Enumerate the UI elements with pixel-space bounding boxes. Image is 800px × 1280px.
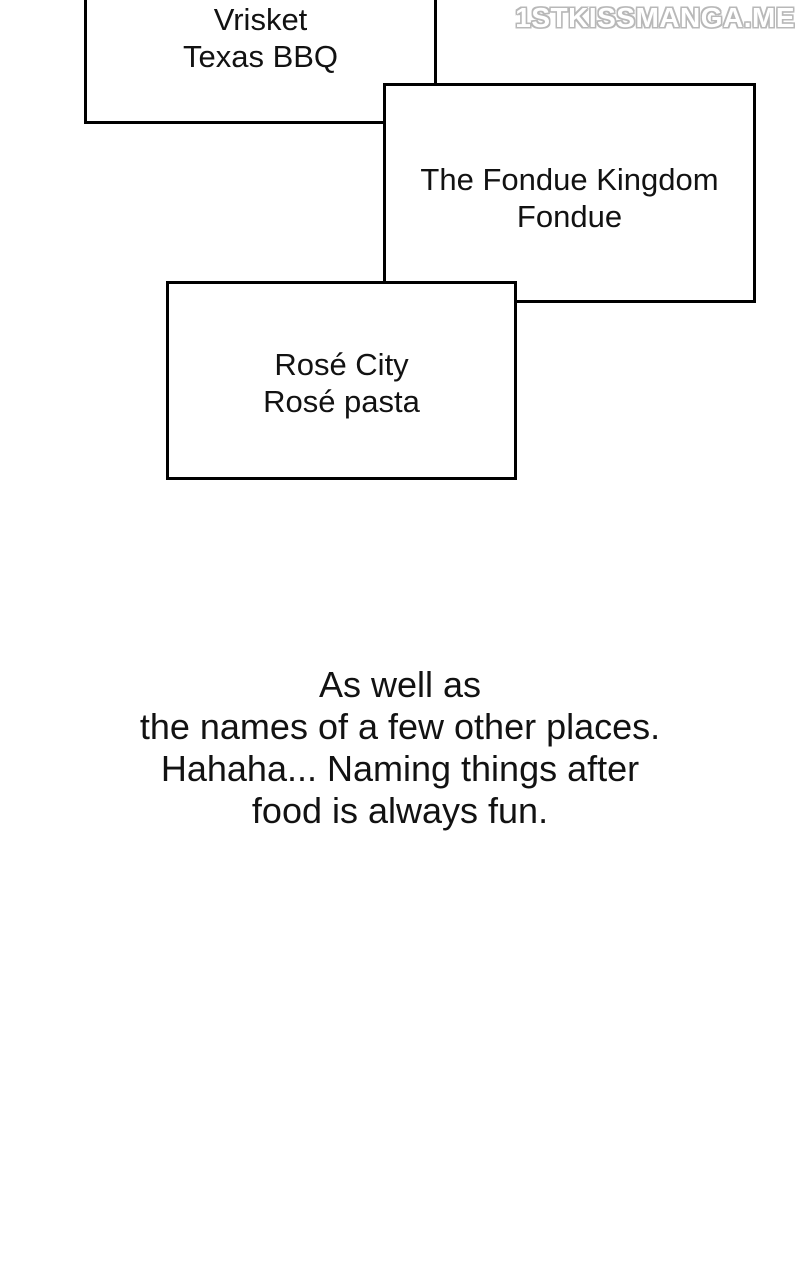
name-box-rose-city [166, 281, 517, 480]
name-box-line-1: Rosé City [274, 347, 409, 382]
name-box-line-2: Fondue [516, 199, 623, 234]
narration-text [0, 664, 800, 832]
name-box-fondue-kingdom [383, 83, 756, 303]
narration-line-4: food is always fun. [251, 790, 549, 831]
name-box-label [169, 346, 514, 420]
name-box-label [386, 161, 753, 235]
name-box-line-2: Texas BBQ [182, 39, 339, 74]
site-watermark: 1STKISSMANGA.ME [515, 2, 795, 33]
name-box-line-2: Rosé pasta [263, 384, 420, 419]
narration-line-3: Hahaha... Naming things after [160, 748, 640, 789]
narration-line-2: the names of a few other places. [139, 706, 661, 747]
name-box-label [87, 1, 434, 75]
narration-line-1: As well as [318, 664, 482, 705]
name-box-line-1: Vrisket [213, 2, 308, 37]
name-box-line-1: The Fondue Kingdom [420, 162, 719, 197]
